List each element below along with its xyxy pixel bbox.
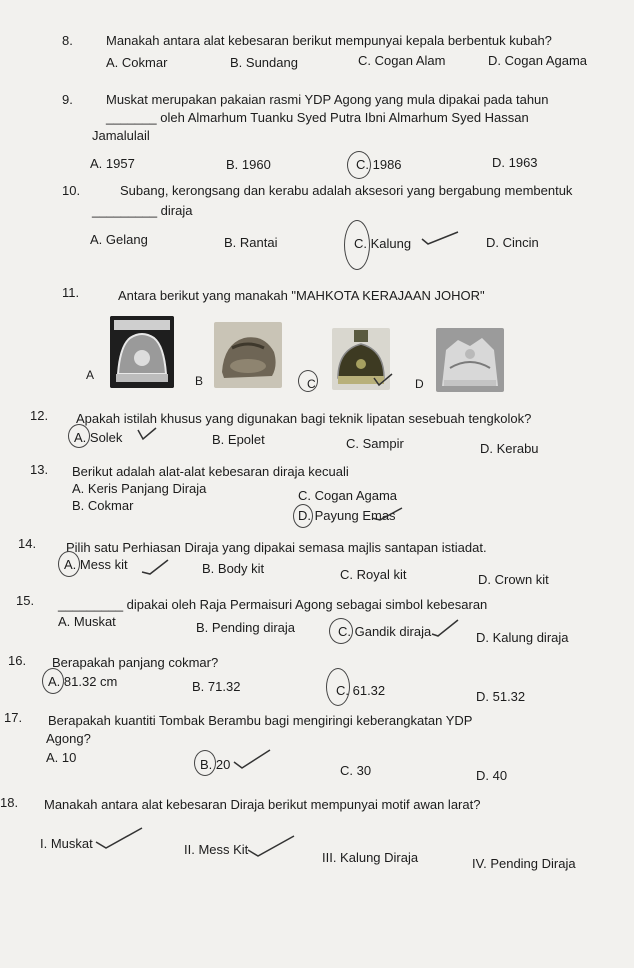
q17-number: 17.: [4, 710, 23, 725]
crown-a-icon: [110, 316, 174, 388]
q18-option-a: I. Muskat: [40, 836, 93, 851]
q11-option-b: B: [195, 374, 204, 388]
q14-option-b: B. Body kit: [202, 561, 265, 576]
q17-option-d: D. 40: [476, 768, 508, 783]
q8-option-d: D. Cogan Agama: [488, 53, 588, 68]
q15-option-d: D. Kalung diraja: [476, 630, 569, 645]
crown-d-icon: [436, 328, 504, 392]
q15-option-b: B. Pending diraja: [196, 620, 296, 635]
q16-text: Berapakah panjang cokmar?: [52, 655, 219, 670]
q15-number: 15.: [16, 593, 35, 608]
q10-number: 10.: [62, 183, 81, 198]
q8-text: Manakah antara alat kebesaran berikut mempunyai kepala berbentuk kubah?: [106, 33, 552, 48]
q16-option-b: B. 71.32: [192, 679, 241, 694]
q13-option-c: C. Cogan Agama: [298, 488, 398, 503]
q11-number: 11.: [62, 285, 80, 300]
answer-circle-icon: [68, 424, 90, 448]
checkmark-icon: [140, 558, 170, 576]
crown-image-a: [110, 316, 174, 388]
q14-text: Pilih satu Perhiasan Diraja yang dipakai semasa majlis santapan istiadat.: [66, 540, 487, 555]
q10-option-b: B. Rantai: [224, 235, 278, 250]
q10-option-d: D. Cincin: [486, 235, 539, 250]
q13-text: Berikut adalah alat-alat kebesaran diraja kecuali: [72, 464, 349, 479]
q16-number: 16.: [8, 653, 27, 668]
q9-option-b: B. 1960: [226, 157, 271, 172]
q18-option-d: IV. Pending Diraja: [472, 856, 576, 871]
crown-image-b: [214, 322, 282, 388]
q8-number: 8.: [62, 33, 73, 48]
q14-option-d: D. Crown kit: [478, 572, 549, 587]
q12-option-b: B. Epolet: [212, 432, 265, 447]
crown-image-d: [436, 328, 504, 392]
q18-option-c: III. Kalung Diraja: [322, 850, 419, 865]
q14-number: 14.: [18, 536, 37, 551]
q12-number: 12.: [30, 408, 49, 423]
q14-option-a: A. Mess kit: [64, 557, 128, 572]
q15-option-c: C. Gandik diraja: [338, 624, 432, 639]
q12-option-c: C. Sampir: [346, 436, 404, 451]
answer-circle-icon: [329, 618, 353, 644]
q17-option-c: C. 30: [340, 763, 372, 778]
checkmark-icon: [370, 506, 404, 522]
q12-option-d: D. Kerabu: [480, 441, 539, 456]
answer-circle-icon: [344, 220, 370, 270]
q9-line3: Jamalulail: [92, 128, 150, 143]
q10-line2: _________ diraja: [92, 203, 193, 218]
q10-option-c: C. Kalung: [354, 236, 412, 251]
q10-text: Subang, kerongsang dan kerabu adalah aksesori yang bergabung membentuk: [120, 183, 573, 198]
q16-option-a: A. 81.32 cm: [48, 674, 118, 689]
answer-circle-icon: [42, 668, 64, 694]
q17-line2: Agong?: [46, 731, 91, 746]
q13-option-d: D. Payung Emas: [298, 508, 396, 523]
q11-option-d: D: [415, 377, 424, 391]
checkmark-icon: [232, 748, 272, 770]
checkmark-icon: [372, 372, 394, 388]
q8-option-a: A. Cokmar: [106, 55, 168, 70]
q9-option-a: A. 1957: [90, 156, 135, 171]
q9-line2: _______ oleh Almarhum Tuanku Syed Putra Ibni Almarhum Syed Hassan: [106, 110, 529, 125]
q10-option-a: A. Gelang: [90, 232, 148, 247]
answer-circle-icon: [293, 504, 313, 528]
crown-b-icon: [214, 322, 282, 388]
q13-option-a: A. Keris Panjang Diraja: [72, 481, 207, 496]
q9-option-c: C. 1986: [356, 157, 402, 172]
q9-number: 9.: [62, 92, 73, 107]
q12-option-a: A. Solek: [74, 430, 123, 445]
q18-number: 18.: [0, 795, 19, 810]
q9-option-d: D. 1963: [492, 155, 538, 170]
q13-number: 13.: [30, 462, 49, 477]
q11-text: Antara berikut yang manakah "MAHKOTA KERAJAAN JOHOR": [118, 288, 485, 303]
q9-text: Muskat merupakan pakaian rasmi YDP Agong yang mula dipakai pada tahun: [106, 92, 549, 107]
q15-text: _________ dipakai oleh Raja Permaisuri Agong sebagai simbol kebesaran: [58, 597, 488, 612]
checkmark-icon: [430, 618, 460, 638]
q18-text: Manakah antara alat kebesaran Diraja berikut mempunyai motif awan larat?: [44, 797, 481, 812]
q17-option-b: B. 20: [200, 757, 231, 772]
q16-option-d: D. 51.32: [476, 689, 526, 704]
answer-circle-icon: [298, 370, 318, 392]
q13-option-b: B. Cokmar: [72, 498, 134, 513]
q12-text: Apakah istilah khusus yang digunakan bagi teknik lipatan sesebuah tengkolok?: [76, 411, 532, 426]
q14-option-c: C. Royal kit: [340, 567, 407, 582]
q11-option-c: C: [307, 377, 316, 391]
checkmark-icon: [246, 834, 296, 858]
checkmark-icon: [136, 426, 158, 442]
q8-option-c: C. Cogan Alam: [358, 53, 446, 68]
q11-option-a: A: [86, 368, 95, 382]
q16-option-c: C. 61.32: [336, 683, 386, 698]
checkmark-icon: [94, 826, 144, 850]
answer-circle-icon: [347, 151, 371, 179]
q18-option-b: II. Mess Kit: [184, 842, 249, 857]
q17-text: Berapakah kuantiti Tombak Berambu bagi mengiringi keberangkatan YDP: [48, 713, 473, 728]
q17-option-a: A. 10: [46, 750, 77, 765]
q8-option-b: B. Sundang: [230, 55, 298, 70]
q15-option-a: A. Muskat: [58, 614, 116, 629]
answer-circle-icon: [58, 551, 80, 577]
answer-circle-icon: [194, 750, 216, 776]
checkmark-icon: [420, 230, 460, 246]
answer-circle-icon: [326, 668, 350, 706]
